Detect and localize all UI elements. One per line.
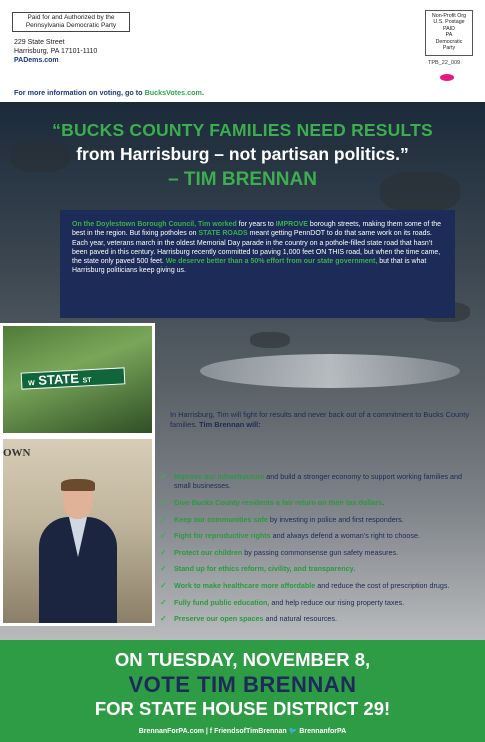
footer-line1: ON TUESDAY, NOVEMBER 8, [114, 649, 371, 670]
vote-info [14, 88, 204, 97]
plan-item-text: . [382, 498, 385, 507]
plan-item [160, 598, 475, 607]
plan-item-bold: Fight for reproductive rights [174, 531, 271, 541]
plan-item-text: and always defend a woman’s right to choose. [270, 531, 420, 541]
plan-item-bold: Improve our infrastructure [174, 472, 265, 481]
plan-item-text: and natural resources. [263, 614, 338, 624]
check-icon: ✓ [160, 564, 167, 574]
state-st-sign: W STATE ST [21, 367, 126, 389]
plan-intro-bold: Tim Brennan will: [199, 420, 261, 429]
postage-line: Democratic [435, 38, 463, 45]
postage-line: Non-Profit Org [431, 13, 467, 19]
panel-text: for years to [236, 221, 276, 228]
paid-for-box: Paid for and Authorized by the Pennsylvania Democratic Party [12, 12, 130, 32]
website-link[interactable]: PADems.com [14, 57, 59, 64]
quote-attribution: – TIM BRENNAN [168, 169, 317, 190]
check-icon: ✓ [160, 580, 167, 590]
panel-text: but that is what Harrisburg politicians keep giving us. [72, 258, 427, 275]
plan-item-text: . [353, 564, 356, 574]
plan-item-text: by passing commonsense gun safety measures. [242, 547, 399, 557]
mail-code: TPB_22_009 [428, 60, 461, 66]
footer-line3: FOR STATE HOUSE DISTRICT 29! [94, 698, 391, 719]
panel-bold: IMPROVE [275, 221, 308, 228]
quote-line2: from Harrisburg – not partisan politics.” [76, 144, 409, 164]
postage-line: PAID [443, 25, 455, 32]
panel-text: borough streets, making them some of the best in the region. But fixing potholes on [72, 221, 442, 238]
plan-item [160, 614, 475, 623]
plan-item-bold: Preserve our open spaces [174, 614, 264, 624]
check-icon: ✓ [160, 472, 167, 481]
plan-intro [170, 410, 470, 430]
plan-item [160, 548, 475, 557]
plan-item-text: and build a stronger economy to support working families and small businesses. [174, 472, 463, 491]
plan-intro-text: In Harrisburg, Tim will fight for results and never back out of a commitment to Bucks County families. [170, 410, 470, 429]
plan-list [160, 472, 475, 631]
vote-info-suffix: . [201, 88, 204, 97]
plan-item [160, 472, 475, 491]
street-sign-photo [0, 323, 155, 436]
postage-indicia [425, 10, 473, 56]
plan-item-bold: Give Bucks County residents a fair return on their tax dollars [174, 498, 383, 507]
plan-item [160, 531, 475, 540]
plan-item [160, 581, 475, 590]
postage-line: PA [445, 32, 453, 39]
record-panel [60, 210, 455, 318]
plan-item [160, 498, 475, 507]
plan-item-text: and help reduce our rising property taxes. [269, 597, 405, 607]
check-icon: ✓ [160, 498, 167, 507]
vote-info-link[interactable]: BucksVotes.com [144, 88, 202, 97]
plan-item-text: and reduce the cost of prescription drugs. [315, 580, 450, 590]
check-icon: ✓ [160, 531, 167, 541]
headline-quote [0, 120, 485, 191]
candidate-photo [0, 436, 155, 626]
plan-item-bold: Work to make healthcare more affordable [174, 580, 316, 590]
check-icon: ✓ [160, 547, 167, 557]
postage-line: U.S. Postage [433, 19, 465, 26]
vote-info-prefix: For more information on voting, go to [14, 88, 145, 97]
panel-bold: STATE ROADS [198, 230, 248, 238]
check-icon: ✓ [160, 614, 167, 624]
footer-banner [0, 640, 485, 742]
panel-bold: We deserve better than a 50% effort from our state government, [165, 258, 378, 266]
postage-line: Party [442, 45, 456, 52]
plan-item-bold: Fully fund public education, [174, 597, 270, 607]
panel-text: meant getting PennDOT to do that same work on its roads. Each year, veterans march in the oldest Memorial Day parade in the country on a pothole-filled state road that hasn’t been paved in this century. Harrisburg recently committed to paving 1,000 feet ON THIS road, but when the time came, the state only paved 500 feet. [72, 230, 441, 266]
panel-bold: On the Doylestown Borough Council, Tim worked [72, 221, 237, 228]
plan-item-bold: Keep our communities safe [174, 514, 268, 524]
footer-links[interactable]: BrennanForPA.com | f FriendsofTimBrennan 🐦 BrennanforPA [138, 728, 347, 735]
plan-item [160, 515, 475, 524]
check-icon: ✓ [160, 597, 167, 607]
address-line1: 229 State Street [14, 39, 65, 46]
plan-item-text: by investing in police and first responders. [267, 514, 404, 524]
candidate-figure [33, 481, 123, 626]
pink-dot-icon [440, 74, 454, 81]
check-icon: ✓ [160, 514, 167, 524]
address-line2: Harrisburg, PA 17101-1110 [14, 48, 98, 55]
quote-line1: “BUCKS COUNTY FAMILIES NEED RESULTS [52, 120, 433, 140]
footer-line2: VOTE TIM BRENNAN [128, 672, 357, 697]
plan-item-bold: Protect our children [174, 547, 243, 557]
return-address [14, 38, 97, 65]
storefront-text: OWN [3, 447, 31, 459]
plan-item-bold: Stand up for ethics reform, civility, and transparency [174, 564, 354, 574]
plan-item [160, 564, 475, 573]
